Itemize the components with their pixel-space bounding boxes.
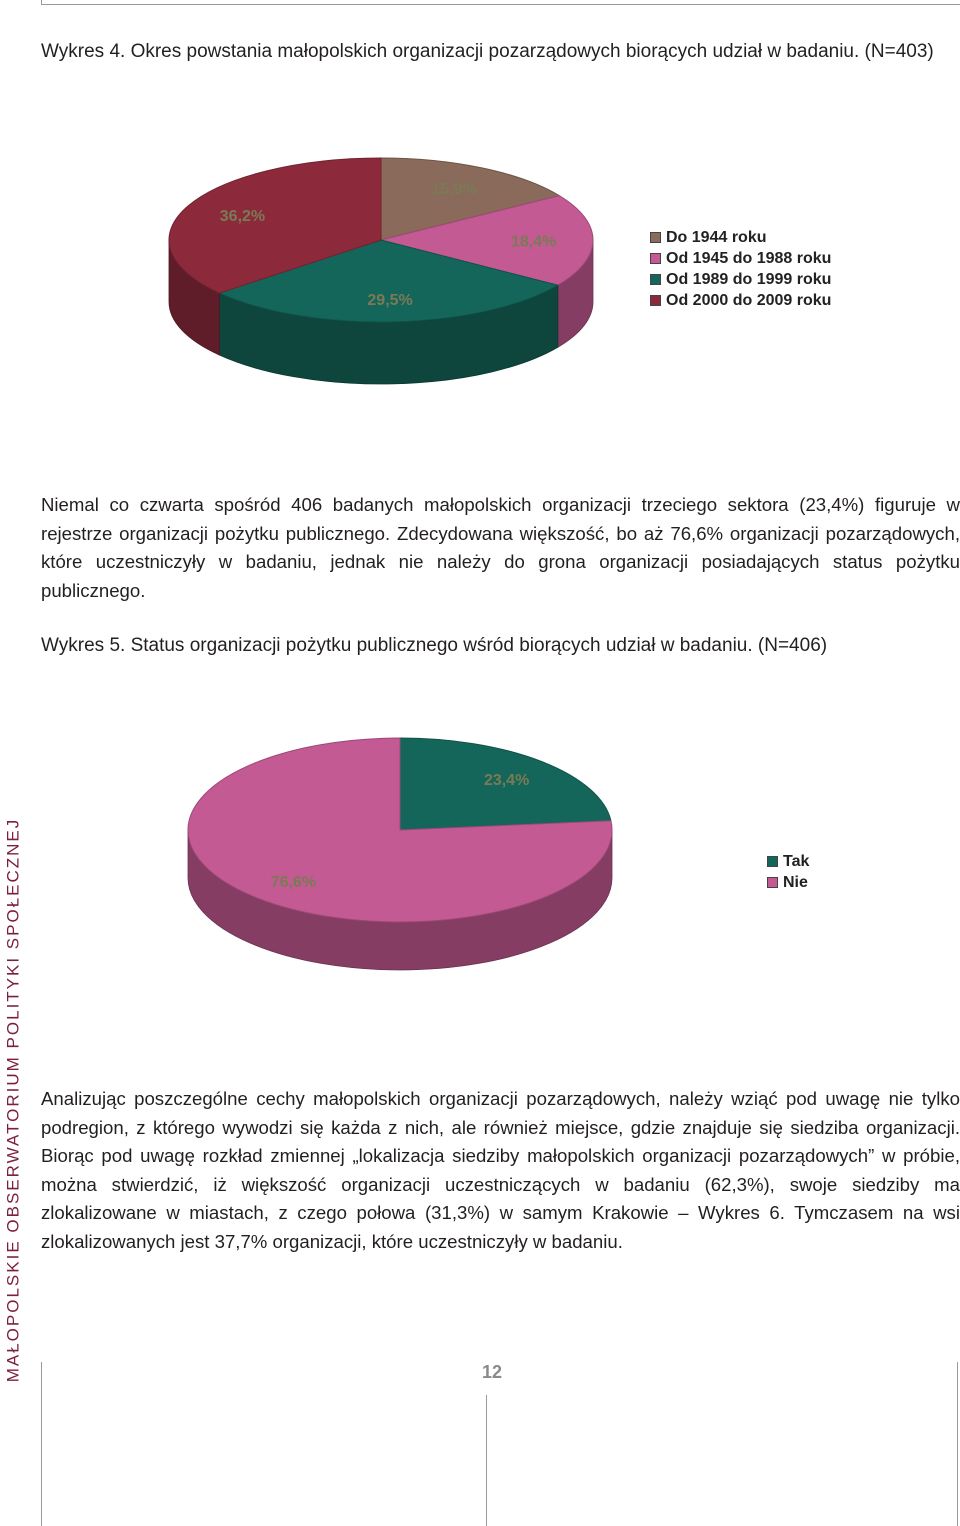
legend-item-1-1 (650, 248, 831, 269)
footer-rule-left (41, 1362, 42, 1526)
pie-data-label-2-0: 23,4% (483, 771, 530, 789)
footer-rule-middle (486, 1395, 487, 1526)
legend-swatch-1-0 (650, 232, 661, 243)
top-rule (41, 0, 960, 5)
side-label: MAŁOPOLSKIE OBSERWATORIUM POLITYKI SPOŁECZNEJ (3, 817, 23, 1383)
legend-swatch-1-2 (650, 274, 661, 285)
figure-4-caption: Wykres 4. Okres powstania małopolskich organizacji pozarządowych biorących udział w badaniu. (N=403) (41, 41, 934, 62)
legend-item-2-0 (767, 851, 809, 872)
legend-swatch-1-1 (650, 253, 661, 264)
pie-data-label-1-1: 18,4% (510, 233, 557, 251)
pie-data-label-1-3: 36,2% (219, 208, 266, 226)
legend-item-2-1 (767, 872, 809, 893)
legend-label-1-1: Od 1945 do 1988 roku (666, 249, 832, 267)
legend-item-1-2 (650, 269, 831, 290)
legend-label-1-0: Do 1944 roku (666, 228, 767, 246)
legend-item-1-3 (650, 290, 831, 311)
legend-swatch-1-3 (650, 295, 661, 306)
legend-label-1-2: Od 1989 do 1999 roku (666, 270, 832, 288)
pie-data-label-1-0: 15,9% (431, 181, 477, 199)
figure-5-caption: Wykres 5. Status organizacji pożytku publicznego wśród biorących udział w badaniu. (N=406) (41, 635, 828, 656)
legend-swatch-2-1 (767, 877, 778, 888)
pie-data-label-1-2: 29,5% (367, 291, 413, 309)
figure-5-pie-chart (0, 720, 960, 1000)
figure-4-legend (650, 227, 831, 311)
legend-label-2-0: Tak (783, 852, 810, 870)
legend-item-1-0 (650, 227, 831, 248)
legend-label-1-3: Od 2000 do 2009 roku (666, 291, 832, 309)
paragraph-opp-status: Niemal co czwarta spośród 406 badanych małopolskich organizacji trzeciego sektora (23,4%) figuruje w rejestrze organizacji pożytku publicznego. Zdecydowana większość, bo aż 76,6% organizacji pozarządowych, które uczestniczyły w badaniu, jednak nie należy do grona organizacji posiadających status pożytku publicznego. (41, 494, 960, 601)
footer-rule-right (957, 1362, 958, 1526)
figure-5-legend (767, 851, 809, 893)
page-number: 12 (481, 1362, 503, 1382)
legend-label-2-1: Nie (783, 873, 808, 891)
legend-swatch-2-0 (767, 856, 778, 867)
paragraph-location: Analizując poszczególne cechy małopolskich organizacji pozarządowych, należy wziąć pod uwagę nie tylko podregion, z którego wywodzi się każda z nich, ale również miejsce, gdzie znajduje się siedziba organizacji. Biorąc pod uwagę rozkład zmiennej „lokalizacja siedziby małopolskich organizacji pozarządowych” w próbie, można stwierdzić, iż większość organizacji uczestniczących w badaniu (62,3%), swoje siedziby ma zlokalizowane w miastach, z czego połowa (31,3%) w samym Krakowie – Wykres 6. Tymczasem na wsi zlokalizowanych jest 37,7% organizacji, które uczestniczyły w badaniu. (41, 1088, 960, 1252)
pie-data-label-2-1: 76,6% (270, 874, 317, 892)
